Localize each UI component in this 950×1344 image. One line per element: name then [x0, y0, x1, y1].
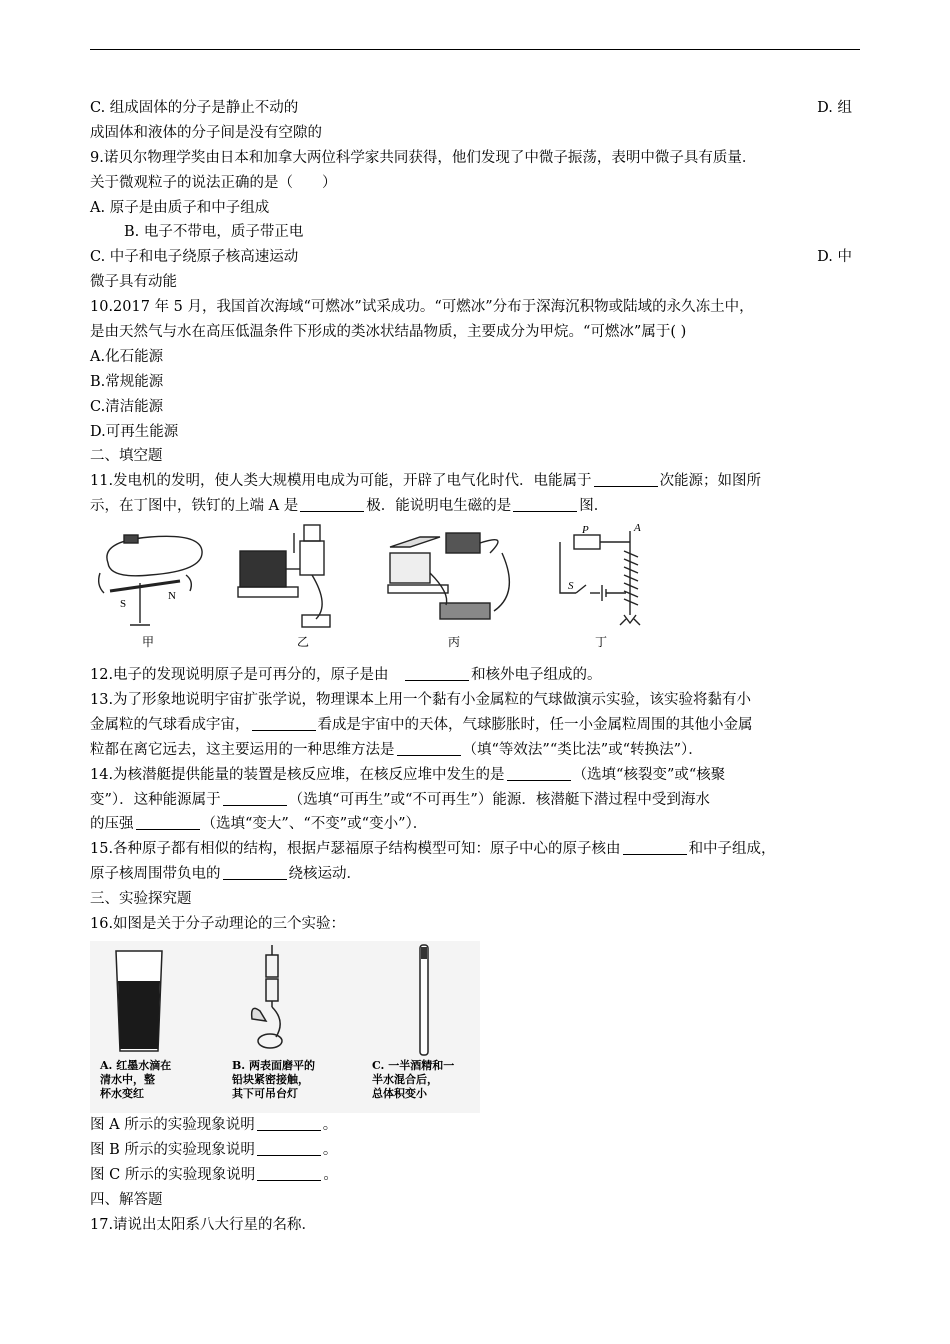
q9-option-a: A. 原子是由质子和中子组成	[90, 199, 270, 216]
q11-text-4: 极．能说明电生磁的是	[366, 498, 512, 515]
figure-c-caption: C. 一半酒精和一 半水混合后， 总体积变小	[372, 1058, 455, 1100]
figure-label-jia: 甲	[142, 635, 155, 650]
needle-s-label: S	[120, 598, 127, 611]
q11-text-2: 次能源；如图所	[659, 473, 762, 490]
q16-a-end: 。	[322, 1116, 338, 1133]
q11-line-2	[90, 494, 860, 519]
answer-blank[interactable]	[257, 1165, 321, 1181]
q15-line-2	[90, 862, 860, 887]
section-answer: 四、解答题	[90, 1191, 163, 1208]
q12-line	[90, 663, 860, 688]
figure-label-yi: 乙	[297, 635, 310, 650]
q11-figure	[90, 523, 860, 663]
q9-stem-1: 9.诺贝尔物理学奖由日本和加拿大两位科学家共同获得，他们发现了中微子振荡，表明中微子具有质量．	[90, 149, 757, 166]
q14-text-4: （选填“可再生”或“不可再生”）能源．核潜艇下潜过程中受到海水	[288, 791, 710, 808]
q16-answer-b	[90, 1138, 860, 1163]
q10-stem-2: 是由天然气与水在高压低温条件下形成的类冰状结晶物质，主要成分为甲烷。“可燃冰”属于( )	[90, 324, 687, 341]
figure-a-glass	[116, 951, 162, 1051]
q11-text-1: 11.发电机的发明，使人类大规模用电成为可能，开辟了电气化时代．电能属于	[90, 473, 592, 490]
q10-stem-1: 10.2017 年 5 月，我国首次海域“可燃冰”试采成功。“可燃冰”分布于深海沉积物或陆域的永久冻土中，	[90, 299, 754, 316]
q16-b-text: 图 B 所示的实验现象说明	[90, 1141, 255, 1158]
q16-b-end: 。	[322, 1141, 338, 1158]
figure-a-caption: A. 红墨水滴在 清水中，整 杯水变红	[100, 1058, 172, 1100]
answer-blank[interactable]	[223, 864, 287, 880]
figure-b-caption: B. 两表面磨平的 铅块紧密接触， 其下可吊台灯	[232, 1058, 315, 1100]
answer-blank[interactable]	[300, 496, 364, 512]
q16-answer-c	[90, 1163, 860, 1188]
q10-option-c: C.清洁能源	[90, 398, 164, 415]
answer-blank[interactable]	[594, 471, 658, 487]
q16-figure	[90, 941, 480, 1113]
answer-blank[interactable]	[513, 496, 577, 512]
figure-c-tube	[420, 945, 428, 1055]
q9-option-c: C. 中子和电子绕原子核高速运动	[90, 249, 299, 266]
q15-text-4: 绕核运动．	[288, 866, 361, 883]
needle-n-label: N	[168, 590, 176, 603]
document-body	[90, 96, 860, 1237]
q13-line-3	[90, 738, 860, 763]
answer-blank[interactable]	[507, 765, 571, 781]
q12-text-1: 12.电子的发现说明原子是可再分的，原子是由	[90, 667, 404, 684]
answer-blank[interactable]	[252, 715, 316, 731]
q9-option-d-head: D. 中	[817, 249, 852, 266]
q17-stem: 17.请说出太阳系八大行星的名称．	[90, 1216, 317, 1233]
answer-blank[interactable]	[257, 1140, 321, 1156]
q11-figure-drawing	[90, 523, 650, 663]
q13-line-2	[90, 713, 860, 738]
q13-text-1: 金属粒的气球看成宇宙，	[90, 716, 250, 733]
line-q9-options-cd	[90, 245, 860, 270]
answer-blank[interactable]	[257, 1115, 321, 1131]
q13-text-2: 看成是宇宙中的天体，气球膨胀时，任一小金属粒周围的其他小金属	[317, 716, 753, 733]
q8-option-d-head: D. 组	[817, 100, 852, 116]
q16-c-end: 。	[323, 1166, 338, 1183]
switch-s-label: S	[568, 580, 574, 593]
q10-option-b: B.常规能源	[90, 373, 164, 390]
figure-label-ding: 丁	[595, 635, 608, 650]
q14-text-3: 变”）．这种能源属于	[90, 791, 221, 808]
q16-a-text: 图 A 所示的实验现象说明	[90, 1116, 255, 1133]
q15-text-1: 15.各种原子都有相似的结构，根据卢瑟福原子结构模型可知：原子中心的原子核由	[90, 841, 621, 858]
q12-text-2: 和核外电子组成的。	[471, 667, 602, 684]
q9-option-d-tail: 微子具有动能	[90, 274, 177, 291]
q9-option-b: B. 电子不带电，质子带正电	[124, 224, 304, 241]
q10-option-a: A.化石能源	[90, 348, 164, 365]
answer-blank[interactable]	[623, 839, 687, 855]
answer-blank[interactable]	[405, 665, 469, 681]
nail-a-label: A	[634, 523, 641, 535]
q13-line-1: 13.为了形象地说明宇宙扩张学说，物理课本上用一个黏有小金属粒的气球做演示实验，该实验将黏有小	[90, 692, 752, 709]
figure-ding	[560, 531, 640, 625]
q11-text-5: 图．	[579, 498, 609, 515]
header-rule	[90, 49, 860, 50]
q14-text-2: （选填“核裂变”或“核聚	[572, 766, 726, 783]
line-q8-options	[90, 96, 860, 121]
section-experiment: 三、实验探究题	[90, 891, 192, 908]
q14-line-2	[90, 788, 860, 813]
figure-b-blocks	[252, 945, 282, 1048]
q15-text-3: 原子核周围带负电的	[90, 866, 221, 883]
figure-bing	[388, 533, 509, 619]
q15-text-2: 和中子组成，	[688, 841, 776, 858]
q14-text-1: 14.为核潜艇提供能量的装置是核反应堆，在核反应堆中发生的是	[90, 766, 505, 783]
q11-line-1	[90, 469, 860, 494]
figure-jia	[99, 535, 202, 625]
answer-blank[interactable]	[397, 740, 461, 756]
q14-line-1	[90, 763, 860, 788]
q16-answer-a	[90, 1113, 860, 1138]
figure-label-bing: 丙	[448, 635, 461, 650]
q14-text-6: （选填“变大”、“不变”或“变小”）．	[201, 816, 428, 833]
figure-yi	[238, 525, 330, 627]
q14-line-3	[90, 812, 860, 837]
answer-blank[interactable]	[223, 790, 287, 806]
q16-c-text: 图 C 所示的实验现象说明	[90, 1166, 256, 1183]
q8-option-c: C. 组成固体的分子是静止不动的	[90, 100, 299, 116]
q9-stem-2: 关于微观粒子的说法正确的是（ ）	[90, 174, 337, 191]
q13-text-3: 粒都在离它远去，这主要运用的一种思维方法是	[90, 741, 395, 758]
answer-blank[interactable]	[136, 814, 200, 830]
q16-stem: 16.如图是关于分子动理论的三个实验：	[90, 916, 346, 933]
q13-text-4: （填“等效法”“类比法”或“转换法”）．	[462, 741, 703, 758]
q15-line-1	[90, 837, 860, 862]
q8-option-d-tail: 成固体和液体的分子间是没有空隙的	[90, 124, 322, 141]
q14-text-5: 的压强	[90, 816, 134, 833]
slider-p-label: P	[582, 524, 589, 537]
q11-text-3: 示，在丁图中，铁钉的上端 A 是	[90, 498, 299, 515]
section-fill-blank: 二、填空题	[90, 448, 163, 465]
q10-option-d: D.可再生能源	[90, 423, 179, 440]
